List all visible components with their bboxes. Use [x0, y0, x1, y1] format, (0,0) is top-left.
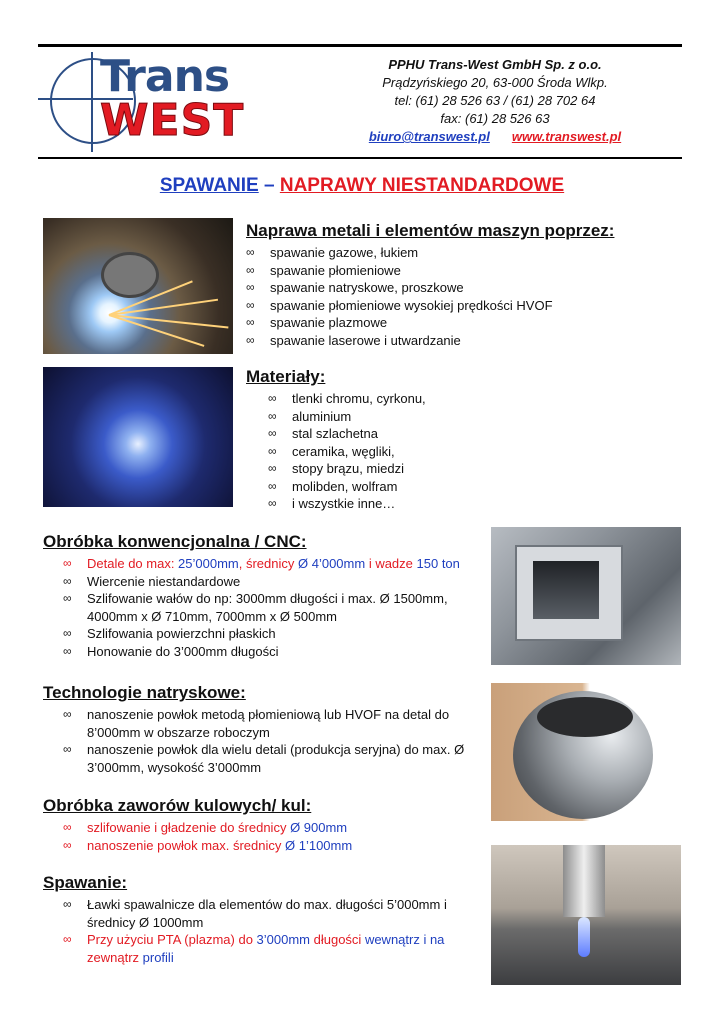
- infinity-bullet-icon: ∞: [63, 837, 72, 852]
- section-heading: Obróbka konwencjonalna / CNC:: [43, 532, 307, 551]
- page-title: [0, 174, 724, 198]
- valve-ball-opening: [537, 697, 633, 737]
- list-item: ∞ nanoszenie powłok max. średnicy Ø 1’100mm: [63, 837, 353, 853]
- logo-crosshair-vertical: [91, 52, 93, 152]
- naprawa-list: [246, 244, 666, 349]
- infinity-bullet-icon: ∞: [246, 280, 255, 294]
- logo-word-west: WEST: [100, 95, 245, 146]
- infinity-bullet-icon: ∞: [246, 245, 255, 259]
- infinity-bullet-icon: ∞: [268, 496, 277, 510]
- infinity-bullet-icon: ∞: [63, 932, 72, 946]
- section-zawory: [43, 795, 483, 854]
- section-spawanie: [43, 872, 483, 966]
- infinity-bullet-icon: ∞: [246, 297, 255, 312]
- infinity-bullet-icon: ∞: [63, 591, 72, 605]
- company-phone: tel: (61) 28 526 63 / (61) 28 702 64: [394, 93, 596, 108]
- list-item: ∞ spawanie plazmowe: [246, 315, 388, 330]
- plasma-torch-photo: [491, 845, 681, 985]
- materialy-list: [268, 390, 666, 513]
- machined-housing-photo: [491, 527, 681, 665]
- section-naprawa: [246, 220, 666, 349]
- list-item: ∞ spawanie płomieniowe: [246, 262, 401, 278]
- list-item: ∞ ceramika, węgliki,: [268, 443, 395, 459]
- zawory-list: [63, 819, 483, 854]
- list-item: ∞ Szlifowania powierzchni płaskich: [63, 626, 276, 641]
- header-top-rule: [38, 44, 682, 47]
- infinity-bullet-icon: ∞: [63, 556, 72, 570]
- list-item: ∞ Ławki spawalnicze dla elementów do max. długości 5’000mm i średnicy Ø 1000mm: [63, 897, 447, 930]
- section-heading: Obróbka zaworów kulowych/ kul:: [43, 796, 312, 815]
- infinity-bullet-icon: ∞: [246, 332, 255, 347]
- welding-head: [101, 252, 159, 298]
- company-name: PPHU Trans-West GmbH Sp. z o.o.: [388, 57, 602, 72]
- list-item: ∞ Przy użyciu PTA (plazma) do 3’000mm długości wewnątrz i na zewnątrz profili: [63, 932, 445, 965]
- list-item: ∞ nanoszenie powłok dla wielu detali (produkcja seryjna) do max. Ø 3’000mm, wysokość 3’000mm: [63, 742, 465, 775]
- infinity-bullet-icon: ∞: [63, 626, 72, 640]
- list-item: ∞ Detale do max: 25’000mm, średnicy Ø 4’000mm i wadze 150 ton: [63, 556, 460, 571]
- infinity-bullet-icon: ∞: [63, 573, 72, 588]
- email-link[interactable]: biuro@transwest.pl: [368, 129, 490, 144]
- company-address: Prądzyńskiego 20, 63-000 Środa Wlkp.: [382, 75, 608, 90]
- infinity-bullet-icon: ∞: [268, 391, 277, 405]
- infinity-bullet-icon: ∞: [246, 262, 255, 277]
- section-heading: Spawanie:: [43, 873, 128, 892]
- website-link[interactable]: www.transwest.pl: [511, 129, 622, 144]
- list-item: ∞ stal szlachetna: [268, 426, 378, 441]
- section-technologie: [43, 682, 483, 776]
- section-heading: Naprawa metali i elementów maszyn poprzez:: [246, 221, 615, 240]
- obrobka-list: [63, 555, 483, 660]
- list-item: ∞ szlifowanie i gładzenie do średnicy Ø 900mm: [63, 820, 348, 835]
- contact-links: [330, 128, 660, 146]
- infinity-bullet-icon: ∞: [63, 897, 72, 911]
- section-obrobka: [43, 531, 483, 660]
- trans-west-logo: [38, 50, 268, 152]
- title-part-naprawy: NAPRAWY NIESTANDARDOWE: [279, 175, 565, 196]
- contact-block: [330, 56, 660, 146]
- technologie-list: [63, 706, 483, 776]
- list-item: ∞ spawanie płomieniowe wysokiej prędkości HVOF: [246, 297, 553, 313]
- list-item: ∞ nanoszenie powłok metodą płomieniową lub HVOF na detal do 8’000mm w obszarze roboczym: [63, 707, 450, 740]
- list-item: ∞ stopy brązu, miedzi: [268, 461, 404, 476]
- infinity-bullet-icon: ∞: [268, 461, 277, 475]
- header-bottom-rule: [38, 157, 682, 159]
- list-item: ∞ i wszystkie inne…: [268, 496, 396, 511]
- list-item: ∞ spawanie gazowe, łukiem: [246, 245, 419, 260]
- infinity-bullet-icon: ∞: [268, 408, 277, 423]
- infinity-bullet-icon: ∞: [63, 643, 72, 658]
- ball-valve-photo: [491, 683, 681, 821]
- infinity-bullet-icon: ∞: [246, 315, 255, 329]
- section-materialy: [246, 366, 666, 513]
- title-dash: –: [258, 175, 280, 196]
- infinity-bullet-icon: ∞: [268, 426, 277, 440]
- housing-opening: [533, 561, 599, 619]
- list-item: ∞ tlenki chromu, cyrkonu,: [268, 391, 426, 406]
- infinity-bullet-icon: ∞: [268, 443, 277, 458]
- list-item: ∞ aluminium: [268, 408, 352, 424]
- title-part-spawanie: SPAWANIE: [159, 175, 259, 196]
- infinity-bullet-icon: ∞: [63, 707, 72, 721]
- list-item: ∞ Honowanie do 3’000mm długości: [63, 643, 279, 659]
- list-item: ∞ molibden, wolfram: [268, 478, 398, 494]
- company-fax: fax: (61) 28 526 63: [440, 111, 550, 126]
- list-item: ∞ Wiercenie niestandardowe: [63, 573, 241, 589]
- section-heading: Technologie natryskowe:: [43, 683, 246, 702]
- welding-sparks-photo: [43, 218, 233, 354]
- list-item: ∞ spawanie natryskowe, proszkowe: [246, 280, 464, 295]
- infinity-bullet-icon: ∞: [63, 820, 72, 834]
- section-heading: Materiały:: [246, 367, 326, 386]
- logo-word-trans: Trans: [100, 51, 230, 102]
- plasma-flame: [578, 917, 590, 957]
- list-item: ∞ Szlifowanie wałów do np: 3000mm długości i max. Ø 1500mm, 4000mm x Ø 710mm, 7000mm x Ø 500mm: [63, 591, 448, 624]
- list-item: ∞ spawanie laserowe i utwardzanie: [246, 332, 461, 348]
- infinity-bullet-icon: ∞: [63, 742, 72, 756]
- infinity-bullet-icon: ∞: [268, 478, 277, 493]
- spawanie-list: [63, 896, 483, 966]
- plasma-torch: [563, 845, 605, 917]
- arc-welding-photo: [43, 367, 233, 507]
